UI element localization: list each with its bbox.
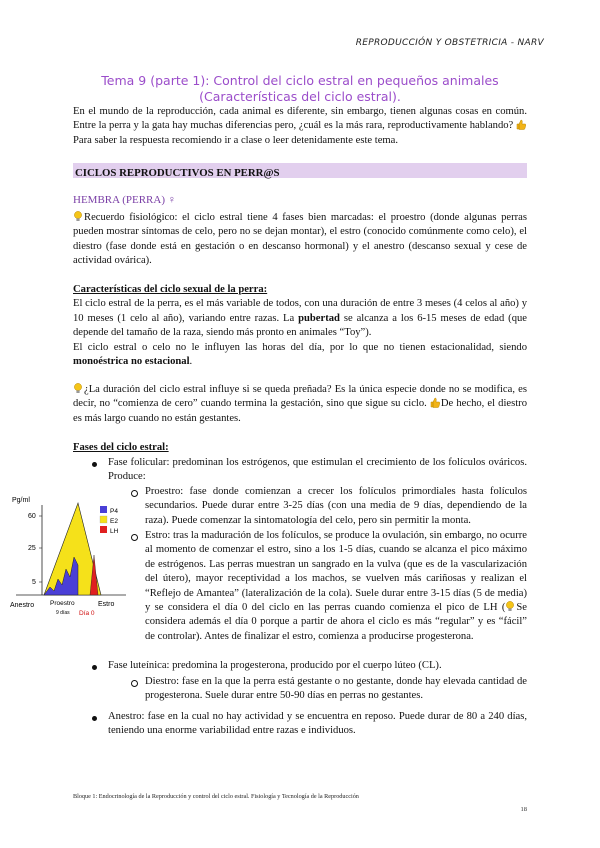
sub-bullet — [131, 680, 138, 687]
fase-luteinica: Fase luteínica: predomina la progesterona, producido por el cuerpo lúteo (CL). — [108, 660, 442, 671]
sub-bullet — [131, 490, 138, 497]
xlabel-sub: 9 días — [56, 610, 70, 616]
legend-lh: LH — [110, 528, 119, 535]
intro-tail: Para saber la respuesta recomiendo ir a clase o leer detenidamente este tema. — [73, 134, 399, 146]
legend-swatch-lh — [100, 526, 107, 533]
tick-label-5: 5 — [32, 579, 36, 586]
thumbs-up-icon — [516, 119, 526, 130]
caracteristicas-heading: Características del ciclo sexual de la perra: — [73, 284, 268, 295]
legend-e2: E2 — [110, 518, 118, 525]
section-heading-bar — [73, 163, 527, 178]
recuerdo-paragraph — [73, 211, 527, 269]
car-p2-a: El ciclo estral o celo no le influyen las horas del día, por lo que no tienen estacionalidad, siendo — [73, 341, 527, 353]
hormone-cycle-figure — [6, 495, 130, 620]
pregunta-text-b: De hecho, el diestro es más largo cuando no están gestantes. — [73, 398, 527, 424]
estro — [145, 529, 527, 644]
xlabel-anestro: Anestro — [10, 602, 35, 609]
fases-heading: Fases del ciclo estral: — [73, 442, 169, 453]
recuerdo-text: Recuerdo fisiológico: el ciclo estral tiene 4 fases bien marcadas: el proestro (donde algunas perras pueden mostrar síntomas de celo, pero no se dejan montar), el estro (conocido comúnmente como celo), el diestro (fase donde está en gestación o en descanso hormonal) y el anestro (descanso sexual y cese de actividad ovárica). — [73, 212, 527, 267]
sub-bullet — [131, 534, 138, 541]
car-p1-c: se alcanza a los 6-15 meses de edad (que depende del tamaño de la raza, siendo más pronto en animales “Toy”). — [73, 312, 528, 339]
anestro: Anestro: fase en la cual no hay actividad y se encuentra en reposo. Puede durar de 80 a 240 días, teniendo una enorme variabilidad entre razas e individuos. — [108, 711, 527, 737]
legend-swatch-p4 — [100, 506, 107, 513]
xlabel-dia0: Día 0 — [79, 610, 95, 617]
estro-text-a: Estro: tras la maduración de los folículos, se produce la ovulación, sin embargo, no ocurre al momento de comenzar el estro, sino a los 1-5 días, cuando se alcanza el pico máximo de estrógenos. Las perras muestran un sangrado en la vulva (que es de la vascularización del útero), mayor receptividad a los machos, se vuelven más cariñosas y realizan el “Reflejo de Amantea” (lateralización de la cola). Suele durar entre 3-15 días (5 de media) y se considera el día 0 del ciclo en las perras cuando comienza el pico de LH ( — [145, 530, 527, 614]
page-footer: Bloque 1: Endocrinología de la Reproducción y control del ciclo estral. Fisiología y Tecnología de la Reproducción — [73, 793, 359, 800]
tick-label-60: 60 — [28, 513, 36, 520]
proestro: Proestro: fase donde comienzan a crecer los folículos primordiales hasta folículos secundarios. Puede durar entre 3-25 días (con una media de 9 días, dependiendo de la raza). Puede comenzar la sintomatología del celo, pero sin permitir la monta. — [145, 486, 527, 526]
xlabel-proestro: Proestro — [50, 600, 75, 607]
pregunta-text-a: ¿La duración del ciclo estral influye si se queda preñada? Es la única especie donde no se modifica, es decir, no “comienza de cero” cuando termina la gestación, sino que sigue su ciclo. — [73, 384, 527, 410]
legend-p4: P4 — [110, 508, 118, 515]
lightbulb-icon — [73, 211, 83, 222]
page-title — [0, 73, 600, 105]
car-p2-b: monoéstrica no estacional — [73, 356, 190, 368]
bullet — [92, 462, 97, 467]
thumbs-up-icon — [430, 397, 440, 408]
page-number: 18 — [520, 806, 527, 813]
hembra-heading: HEMBRA (PERRA) ♀ — [73, 194, 176, 206]
car-p1-a: El ciclo estral de la perra, es el más variable de todos, con una duración de entre 3 meses (4 celos al año) y 10 meses (1 celo al año), variando entre razas. La — [73, 298, 527, 324]
figure-ylabel: Pg/ml — [12, 497, 30, 504]
fase-folicular: Fase folicular: predominan los estrógenos, que estimulan el crecimiento de los folículos ováricos. Produce: — [108, 457, 527, 483]
lightbulb-icon — [505, 601, 515, 612]
diestro: Diestro: fase en la que la perra está gestante o no gestante, donde hay elevada cantidad de progesterona. Suele durar entre 50-90 días en perras no gestantes. — [145, 676, 527, 702]
title-line-2: (Características del ciclo estral). — [199, 89, 401, 104]
xlabel-estro: Estro — [98, 601, 115, 608]
title-line-1: Tema 9 (parte 1): Control del ciclo estral en pequeños animales — [101, 73, 499, 88]
tick-label-25: 25 — [28, 545, 36, 552]
legend-swatch-e2 — [100, 516, 107, 523]
bullet — [92, 665, 97, 670]
lightbulb-icon — [73, 383, 83, 394]
car-p2-c: . — [189, 356, 193, 368]
intro-text: En el mundo de la reproducción, cada animal es diferente, sin embargo, tienen algunas cosas en común. Entre la perra y la gata hay muchas diferencias pero, ¿cuál es la más rara, reproductivamente hablando? — [73, 106, 527, 132]
bullet — [92, 716, 97, 721]
intro-paragraph — [73, 105, 527, 148]
section-heading: CICLOS REPRODUCTIVOS EN PERR@S — [75, 167, 280, 179]
estro-text-b: Se considera además el día 0 porque a partir de ahora el ciclo es más “regular” y es “fácil” de controlar). Antes de finalizar el estro, comienza a producirse progesterona. — [145, 602, 527, 642]
caracteristicas-block — [73, 283, 527, 369]
running-header: REPRODUCCIÓN Y OBSTETRICIA - NARV — [355, 38, 544, 48]
pregunta-paragraph — [73, 383, 527, 426]
car-p1-b: pubertad — [298, 312, 340, 324]
